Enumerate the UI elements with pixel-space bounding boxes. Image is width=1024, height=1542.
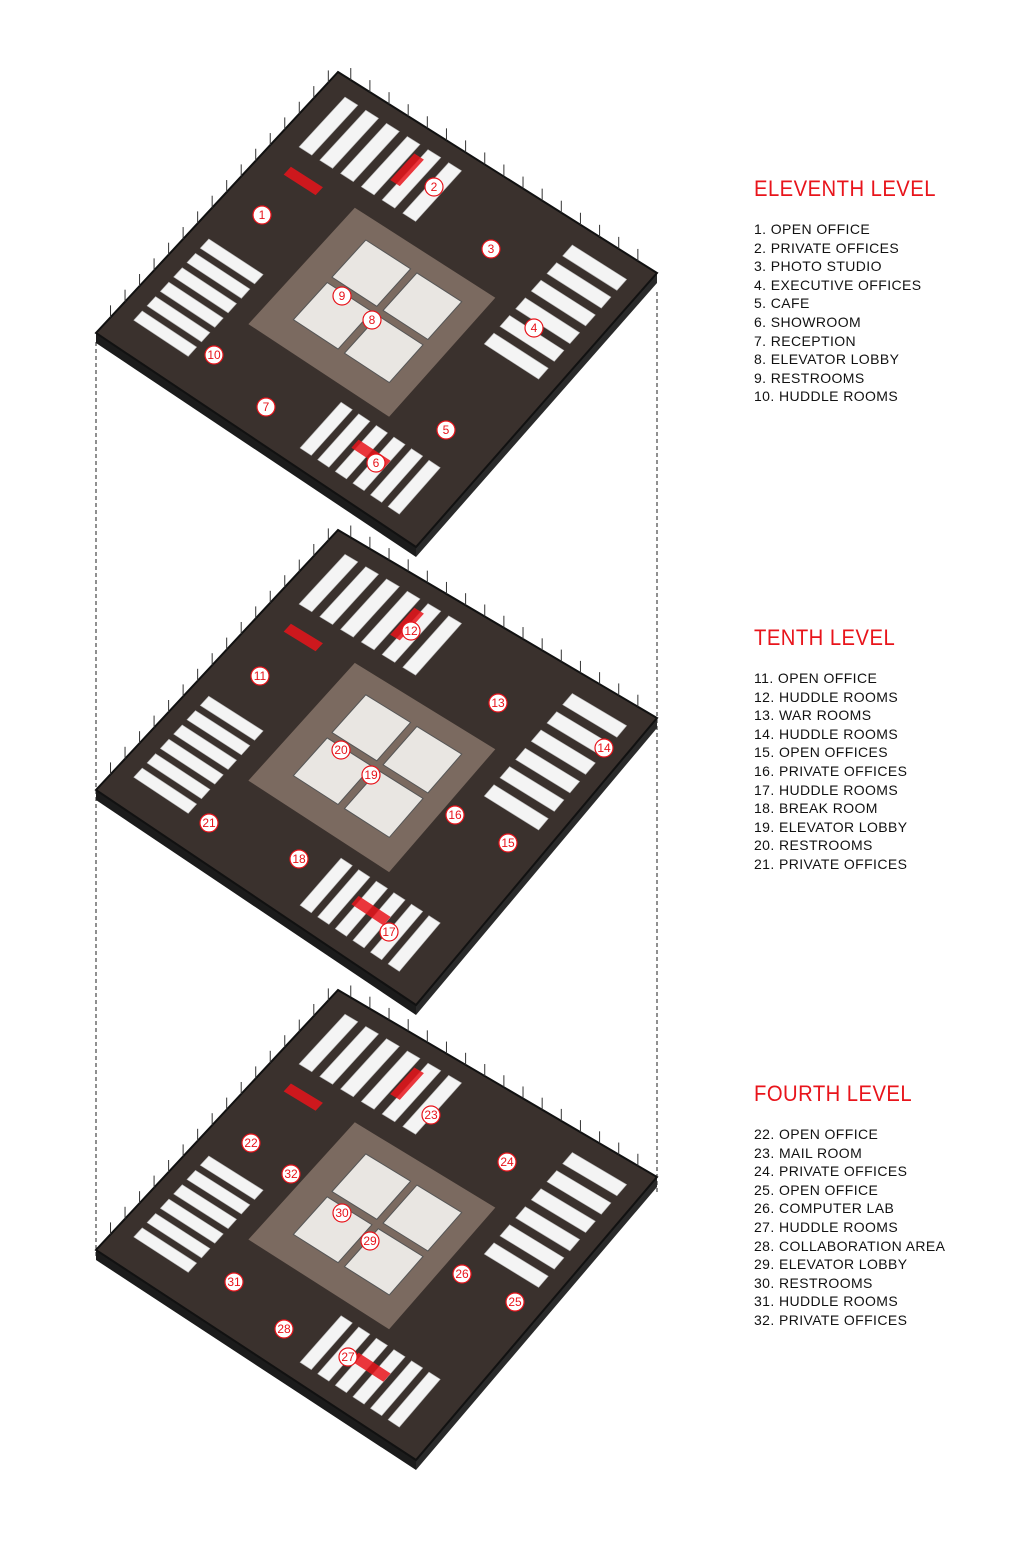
marker-number: 1 [258, 208, 266, 222]
marker-number: 12 [404, 624, 418, 638]
room-marker-11 [251, 667, 269, 685]
legend-item: 13. WAR ROOMS [754, 707, 872, 724]
marker-number: 32 [284, 1167, 298, 1181]
marker-number: 26 [455, 1267, 469, 1281]
legend-title-fourth: FOURTH LEVEL [754, 1081, 913, 1106]
room-marker-16 [446, 806, 464, 824]
room-marker-31 [225, 1273, 243, 1291]
marker-number: 23 [424, 1108, 438, 1122]
marker-number: 16 [448, 808, 462, 822]
marker-number: 6 [372, 456, 380, 470]
marker-number: 22 [244, 1136, 258, 1150]
legend-item: 32. PRIVATE OFFICES [754, 1311, 908, 1328]
floor-plan-fourth [96, 985, 657, 1470]
legend-item: 22. OPEN OFFICE [754, 1126, 879, 1142]
room-marker-1 [253, 206, 271, 224]
room-marker-12 [402, 622, 420, 640]
legend-item: 6. SHOWROOM [754, 313, 862, 330]
marker-number: 19 [364, 768, 378, 782]
room-marker-10 [205, 346, 223, 364]
marker-number: 10 [207, 348, 221, 362]
legend-item: 31. HUDDLE ROOMS [754, 1293, 899, 1310]
marker-number: 11 [253, 669, 267, 683]
room-marker-13 [489, 694, 507, 712]
legend-tenth-level [754, 625, 1014, 874]
legend-item: 4. EXECUTIVE OFFICES [754, 276, 922, 293]
marker-number: 28 [277, 1322, 291, 1336]
room-marker-3 [482, 240, 500, 258]
legend-item: 20. RESTROOMS [754, 837, 873, 854]
marker-number: 30 [335, 1206, 349, 1220]
marker-number: 15 [501, 836, 515, 850]
marker-number: 13 [491, 696, 505, 710]
legend-item: 26. COMPUTER LAB [754, 1200, 895, 1217]
legend-item: 1. OPEN OFFICE [754, 221, 871, 237]
marker-number: 8 [368, 313, 376, 327]
marker-number: 18 [292, 852, 306, 866]
legend-item: 11. OPEN OFFICE [754, 670, 878, 686]
floor-plan-tenth [96, 526, 657, 1015]
legend-item: 15. OPEN OFFICES [754, 744, 888, 761]
room-marker-21 [200, 814, 218, 832]
legend-item: 5. CAFE [754, 295, 810, 312]
marker-number: 2 [430, 180, 438, 194]
legend-list-fourth [754, 1125, 1014, 1330]
room-marker-14 [595, 739, 613, 757]
room-marker-26 [453, 1265, 471, 1283]
legend-item: 17. HUDDLE ROOMS [754, 781, 899, 798]
marker-number: 21 [202, 816, 216, 830]
legend-eleventh-level [754, 176, 1014, 406]
legend-item: 14. HUDDLE ROOMS [754, 725, 899, 742]
marker-number: 14 [597, 741, 611, 755]
legend-item: 12. HUDDLE ROOMS [754, 688, 899, 705]
room-marker-4 [525, 319, 543, 337]
room-marker-19 [362, 766, 380, 784]
room-marker-18 [290, 850, 308, 868]
legend-item: 8. ELEVATOR LOBBY [754, 351, 900, 368]
room-marker-7 [257, 398, 275, 416]
legend-item: 29. ELEVATOR LOBBY [754, 1256, 908, 1273]
marker-number: 27 [341, 1350, 355, 1364]
marker-number: 7 [262, 400, 270, 414]
room-marker-30 [333, 1204, 351, 1222]
legend-item: 19. ELEVATOR LOBBY [754, 818, 908, 835]
legend-item: 10. HUDDLE ROOMS [754, 388, 899, 405]
marker-number: 5 [442, 423, 450, 437]
room-marker-6 [367, 454, 385, 472]
room-marker-20 [332, 741, 350, 759]
legend-item: 30. RESTROOMS [754, 1274, 873, 1291]
room-marker-2 [425, 178, 443, 196]
marker-number: 17 [382, 925, 396, 939]
legend-fourth-level [754, 1081, 1014, 1330]
marker-number: 29 [363, 1234, 377, 1248]
room-marker-27 [339, 1348, 357, 1366]
legend-item: 18. BREAK ROOM [754, 800, 878, 817]
legend-item: 27. HUDDLE ROOMS [754, 1218, 899, 1235]
marker-number: 4 [530, 321, 538, 335]
legend-title-eleventh: ELEVENTH LEVEL [754, 176, 936, 201]
legend-item: 7. RECEPTION [754, 332, 857, 349]
room-marker-5 [437, 421, 455, 439]
legend-item: 28. COLLABORATION AREA [754, 1237, 946, 1254]
legend-item: 21. PRIVATE OFFICES [754, 855, 908, 872]
room-marker-24 [498, 1153, 516, 1171]
room-marker-17 [380, 923, 398, 941]
room-marker-23 [422, 1106, 440, 1124]
legend-item: 25. OPEN OFFICE [754, 1181, 879, 1198]
marker-number: 24 [500, 1155, 514, 1169]
legend-item: 9. RESTROOMS [754, 369, 865, 386]
room-marker-15 [499, 834, 517, 852]
legend-item: 24. PRIVATE OFFICES [754, 1163, 908, 1180]
legend-item: 23. MAIL ROOM [754, 1144, 863, 1161]
floor-plan-eleventh [96, 68, 657, 557]
legend-item: 16. PRIVATE OFFICES [754, 762, 908, 779]
legend-list-eleventh [754, 220, 1014, 406]
room-marker-29 [361, 1232, 379, 1250]
marker-number: 25 [508, 1295, 522, 1309]
marker-number: 3 [487, 242, 495, 256]
room-marker-9 [333, 287, 351, 305]
room-marker-22 [242, 1134, 260, 1152]
marker-number: 31 [227, 1275, 241, 1289]
room-marker-25 [506, 1293, 524, 1311]
legend-title-tenth: TENTH LEVEL [754, 625, 896, 650]
room-marker-28 [275, 1320, 293, 1338]
room-marker-8 [363, 311, 381, 329]
marker-number: 20 [334, 743, 348, 757]
legend-item: 2. PRIVATE OFFICES [754, 239, 900, 256]
legend-list-tenth [754, 669, 1014, 874]
room-marker-32 [282, 1165, 300, 1183]
legend-item: 3. PHOTO STUDIO [754, 258, 882, 275]
marker-number: 9 [338, 289, 346, 303]
